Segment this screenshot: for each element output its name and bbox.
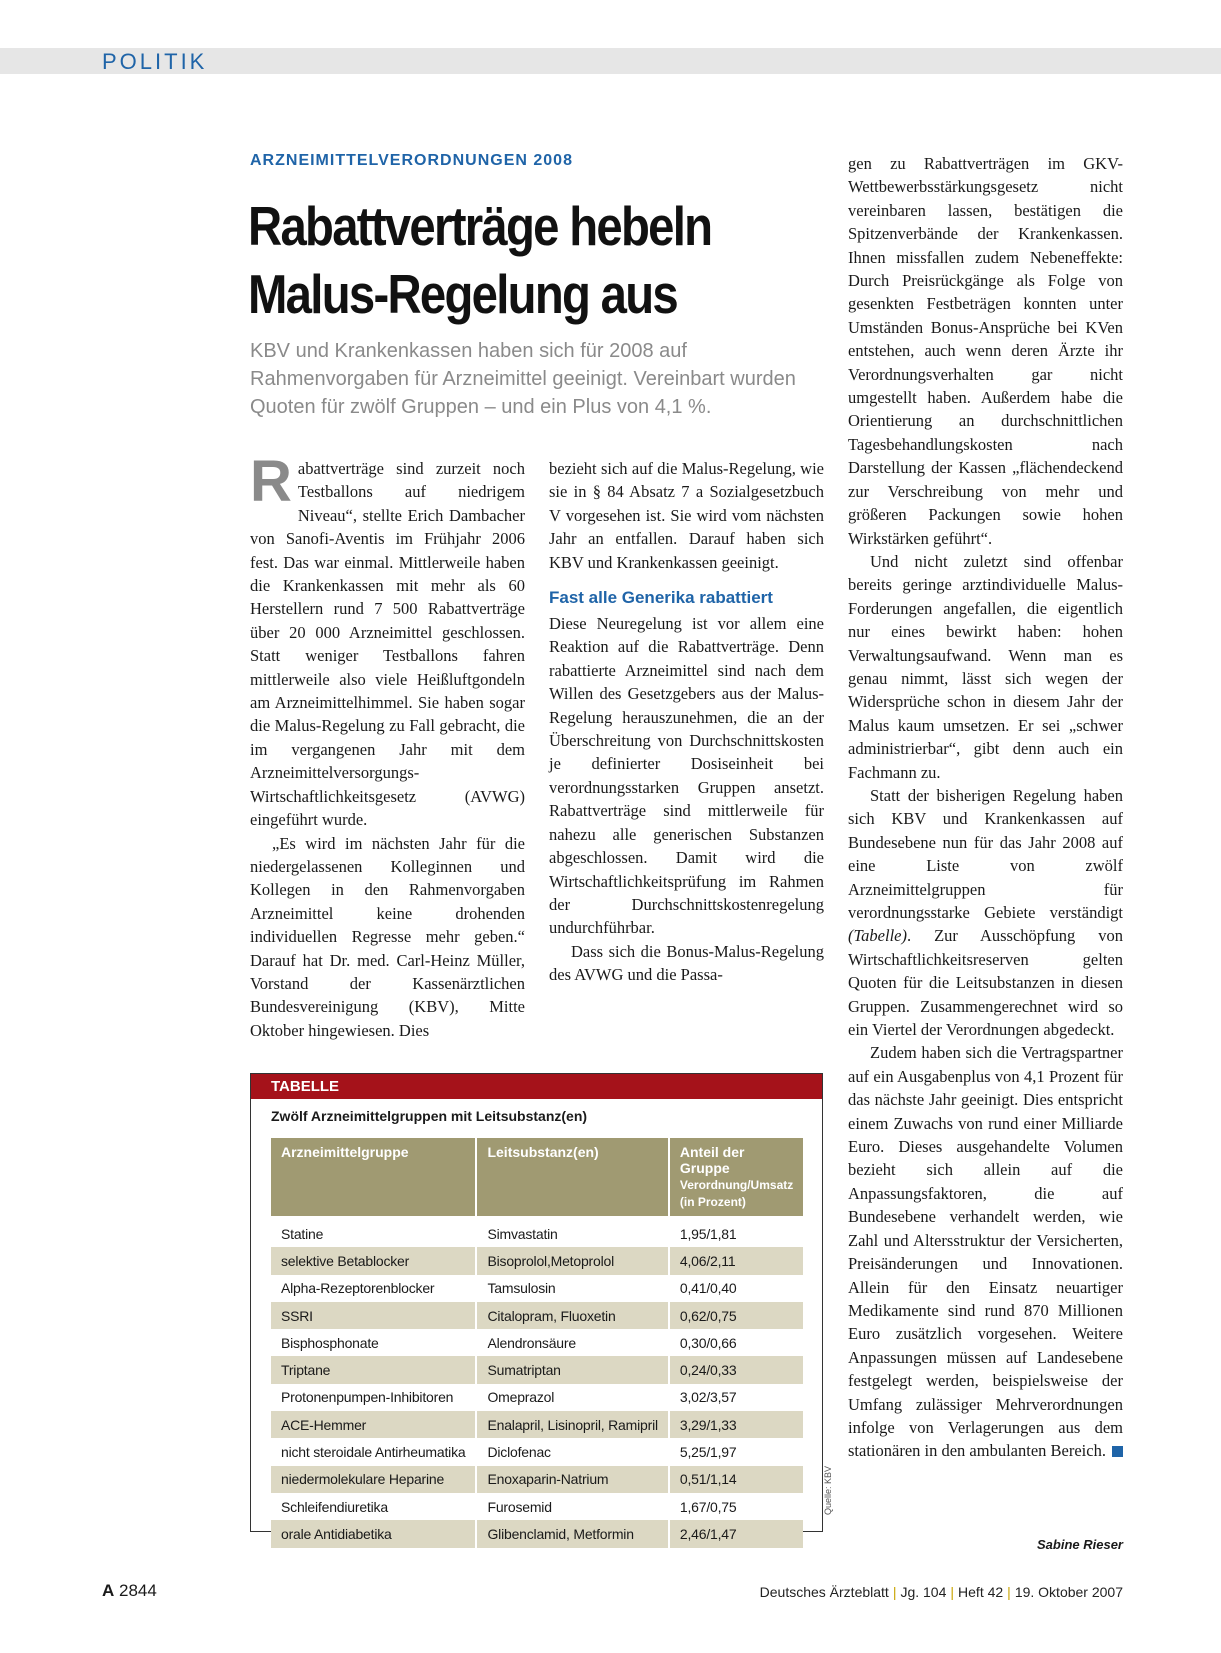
table-header-row bbox=[271, 1138, 803, 1218]
table-row bbox=[271, 1275, 803, 1302]
table-cell: 4,06/2,11 bbox=[669, 1247, 803, 1274]
table-cell: selektive Betablocker bbox=[271, 1247, 476, 1274]
table-cell: Bisphosphonate bbox=[281, 1334, 379, 1351]
table-cell: Protonenpumpen-Inhibitoren bbox=[281, 1389, 454, 1406]
table-reference: (Tabelle) bbox=[848, 926, 907, 946]
table-cell: 3,02/3,57 bbox=[669, 1384, 803, 1411]
table-cell: Triptane bbox=[271, 1356, 476, 1383]
drop-cap: R bbox=[250, 449, 292, 514]
table-cell: Diclofenac bbox=[476, 1438, 668, 1465]
table-cell: 3,29/1,33 bbox=[669, 1411, 803, 1438]
text-column-3 bbox=[848, 152, 1123, 1463]
table-row bbox=[271, 1411, 803, 1438]
column-header-sub: Verordnung/Umsatz bbox=[679, 1178, 794, 1192]
article-lead: KBV und Krankenkassen haben sich für 2008 auf Rahmenvorgaben für Arzneimittel geeinigt. Vereinbart wurden Quoten für zwölf Gruppen – und ein Plus von 4,1 %. bbox=[250, 340, 796, 418]
table-cell: Enalapril, Lisinopril, Ramipril bbox=[476, 1411, 668, 1438]
table-row bbox=[271, 1466, 803, 1493]
journal-date: 19. Oktober 2007 bbox=[1014, 1584, 1123, 1600]
paragraph: „Es wird im nächsten Jahr für die niedergelassenen Kolleginnen und Kollegen in den Rahmenvorgaben Arzneimittel keine drohenden individuellen Regresse mehr geben.“ Darauf hat Dr. med. Carl-Heinz Müller, Vorstand der Kassenärztlichen Bundesvereinigung (KBV), Mitte Oktober hingewiesen. Dies bbox=[250, 833, 525, 1040]
footer-citation: Deutsches Ärzteblatt | Jg. 104 | Heft 42 | 19. Oktober 2007 bbox=[759, 1584, 1123, 1600]
end-mark-icon bbox=[1112, 1446, 1123, 1457]
paragraph: gen zu Rabattverträgen im GKV-Wettbewerbsstärkungsgesetz nicht vereinbaren lassen, bestätigen die Spitzenverbände der Krankenkassen. Ihnen missfallen zudem Nebeneffekte: Durch Preisrückgänge als Folge von gesenkten Festbeträgen konnten unter Umständen Bonus-Ansprüche bei KVen entstehen, auch wenn deren Ärzte ihr Verordnungsverhalten gar nicht umgestellt haben. Außerdem habe die Orientierung an durchschnittlichen Tagesbehandlungskosten nach Darstellung der Kassen „flächendeckend zur Verschreibung von mehr und größeren Packungen sowie hohen Wirkstärken geführt“. bbox=[848, 154, 1123, 548]
data-table bbox=[271, 1138, 803, 1548]
journal-name: Deutsches Ärzteblatt bbox=[759, 1584, 889, 1600]
table-cell: 0,24/0,33 bbox=[669, 1356, 803, 1383]
paragraph: Und nicht zuletzt sind offenbar bereits geringe arztindividuelle Malus-Forderungen angefallen, die eigentlich nur eines bewirkt haben: hohen Verwaltungsaufwand. Wenn man es genau nimmt, lässt sich wegen der Widersprüche schon in diesem Jahr der Malus kaum umsetzen. Er sei „schwer administrierbar“, gibt denn auch ein Fachmann zu. bbox=[848, 551, 1123, 782]
paragraph: Diese Neuregelung ist vor allem eine Reaktion auf die Rabattverträge. Denn rabattierte Arzneimittel sind nach dem Willen des Gesetzgebers aus der Malus-Regelung herauszunehmen, die an der Überschreitung von Durchschnittskosten je definierter Dosiseinheit bei verordnungsstarken Gruppen ansetzt. Rabattverträge sind mittlerweile für nahezu alle generischen Substanzen abgeschlossen. Damit wird die Wirtschaftlichkeitsprüfung im Rahmen der Durchschnittskostenregelung undurchführbar. bbox=[549, 614, 824, 938]
paragraph: Zudem haben sich die Vertragspartner auf ein Ausgabenplus von 4,1 Prozent für das nächste Jahr geeinigt. Dies entspricht einem Zuwachs von rund einer Milliarde Euro. Dieses ausgehandelte Volumen bezieht sich allein auf die Anpassungsfaktoren, die auf Bundesebene verhandelt werden, wie Zahl und Altersstruktur der Versicherten, Preisänderungen und Innovationen. Allein für den Einsatz neuartiger Medikamente sind rund 870 Millionen Euro zusätzlich vorgesehen. Weitere Anpassungen müssen auf Landesebene festgelegt werden, beispielsweise der Umfang zulässiger Mehrverordnungen infolge von Verlagerungen aus dem stationären in den ambulanten Bereich. bbox=[848, 1043, 1123, 1461]
table-box bbox=[250, 1073, 823, 1542]
table-body bbox=[271, 1218, 803, 1548]
table-cell: Furosemid bbox=[476, 1493, 668, 1520]
table-cell: 0,62/0,75 bbox=[669, 1302, 803, 1329]
table-cell: Glibenclamid, Metformin bbox=[476, 1520, 668, 1547]
paragraph: Statt der bisherigen Regelung haben sich KBV und Krankenkassen auf Bundesebene nun für das Jahr 2008 auf eine Liste von zwölf Arzneimittelgruppen für verordnungsstarke Gebiete verständigt (Tabelle). Zur Ausschöpfung von Wirtschaftlichkeitsreserven gelten Quoten für die Leitsubstanzen in diesen Gruppen. Zusammengerechnet wird so ein Viertel der Verordnungen abgedeckt. bbox=[848, 785, 1123, 1040]
headline-line-2: Malus-Regelung aus bbox=[248, 263, 677, 325]
table-row bbox=[271, 1438, 803, 1465]
table-cell: Schleifendiuretika bbox=[281, 1498, 388, 1515]
table-cell: Omeprazol bbox=[476, 1384, 668, 1411]
paragraph: Dass sich die Bonus-Malus-Regelung des AVWG und die Passa- bbox=[549, 941, 824, 985]
table-cell: Alpha-Rezeptorenblocker bbox=[281, 1280, 435, 1297]
table-row bbox=[271, 1302, 803, 1329]
table-cell: Alendronsäure bbox=[476, 1329, 668, 1356]
section-subheading: Fast alle Generika rabattiert bbox=[549, 588, 773, 608]
table-cell: 0,30/0,66 bbox=[669, 1329, 803, 1356]
table-row bbox=[271, 1329, 803, 1356]
text-column-2 bbox=[549, 457, 824, 987]
table-row bbox=[271, 1384, 803, 1411]
page-number: A 2844 bbox=[102, 1581, 157, 1600]
table-cell: 2,46/1,47 bbox=[669, 1520, 803, 1547]
table-cell: 1,67/0,75 bbox=[669, 1493, 803, 1520]
table-cell: 1,95/1,81 bbox=[669, 1218, 803, 1247]
table-row bbox=[271, 1356, 803, 1383]
article-headline bbox=[248, 192, 747, 328]
author-byline: Sabine Rieser bbox=[1037, 1537, 1123, 1552]
table-cell: nicht steroidale Antirheumatika bbox=[281, 1444, 466, 1461]
text-column-1 bbox=[250, 449, 525, 1042]
table-row bbox=[271, 1493, 803, 1520]
paragraph: Rabattverträge sind zurzeit noch Testballons auf niedrigem Niveau“, stellte Erich Dambacher von Sanofi-Aventis im Frühjahr 2006 fest. Das war einmal. Mittlerweile haben die Krankenkassen mit mehr als 60 Herstellern rund 7 500 Rabattverträge über 20 000 Arzneimittel geschlossen. Statt weniger Testballons fahren mittlerweile also viele Heißluftgondeln am Arzneimittelhimmel. Sie haben sogar die Malus-Regelung zu Fall gebracht, die im vergangenen Jahr mit dem Arzneimittelversorgungs-Wirtschaftlichkeitsgesetz (AVWG) eingeführt wurde. bbox=[250, 449, 525, 830]
table-row bbox=[271, 1218, 803, 1247]
table-cell: SSRI bbox=[271, 1302, 476, 1329]
table-cell: Citalopram, Fluoxetin bbox=[476, 1302, 668, 1329]
section-label: POLITIK bbox=[102, 49, 208, 74]
table-cell: Statine bbox=[281, 1225, 324, 1242]
column-header: Anteil der Gruppe Verordnung/Umsatz (in Prozent) bbox=[669, 1138, 803, 1218]
table-source: Quelle: KBV bbox=[823, 1465, 833, 1515]
table-label: TABELLE bbox=[251, 1074, 822, 1099]
table-cell: orale Antidiabetika bbox=[271, 1520, 476, 1547]
paragraph: bezieht sich auf die Malus-Regelung, wie sie in § 84 Absatz 7 a Sozialgesetzbuch V vorgesehen ist. Sie wird vom nächsten Jahr an entfallen. Darauf haben sich KBV und Krankenkassen geeinigt. bbox=[549, 459, 824, 572]
table-row bbox=[271, 1520, 803, 1547]
column-header: Leitsubstanz(en) bbox=[476, 1138, 668, 1218]
table-cell: Tamsulosin bbox=[476, 1275, 668, 1302]
table-cell: ACE-Hemmer bbox=[271, 1411, 476, 1438]
table-cell: 0,51/1,14 bbox=[669, 1466, 803, 1493]
table-cell: 0,41/0,40 bbox=[669, 1275, 803, 1302]
table-cell: Enoxaparin-Natrium bbox=[476, 1466, 668, 1493]
column-header: Arzneimittelgruppe bbox=[271, 1138, 476, 1218]
table-cell: 5,25/1,97 bbox=[669, 1438, 803, 1465]
journal-issue: Heft 42 bbox=[958, 1584, 1004, 1600]
headline-line-1: Rabattverträge hebeln bbox=[248, 195, 712, 257]
table-cell: Bisoprolol,Metoprolol bbox=[476, 1247, 668, 1274]
column-header-sub: (in Prozent) bbox=[679, 1195, 746, 1209]
table-cell: Sumatriptan bbox=[476, 1356, 668, 1383]
table-cell: niedermolekulare Heparine bbox=[271, 1466, 476, 1493]
journal-volume: Jg. 104 bbox=[900, 1584, 947, 1600]
table-cell: Simvastatin bbox=[476, 1218, 668, 1247]
table-title: Zwölf Arzneimittelgruppen mit Leitsubstanz(en) bbox=[271, 1108, 588, 1124]
article-kicker: ARZNEIMITTELVERORDNUNGEN 2008 bbox=[250, 152, 573, 169]
table-row bbox=[271, 1247, 803, 1274]
